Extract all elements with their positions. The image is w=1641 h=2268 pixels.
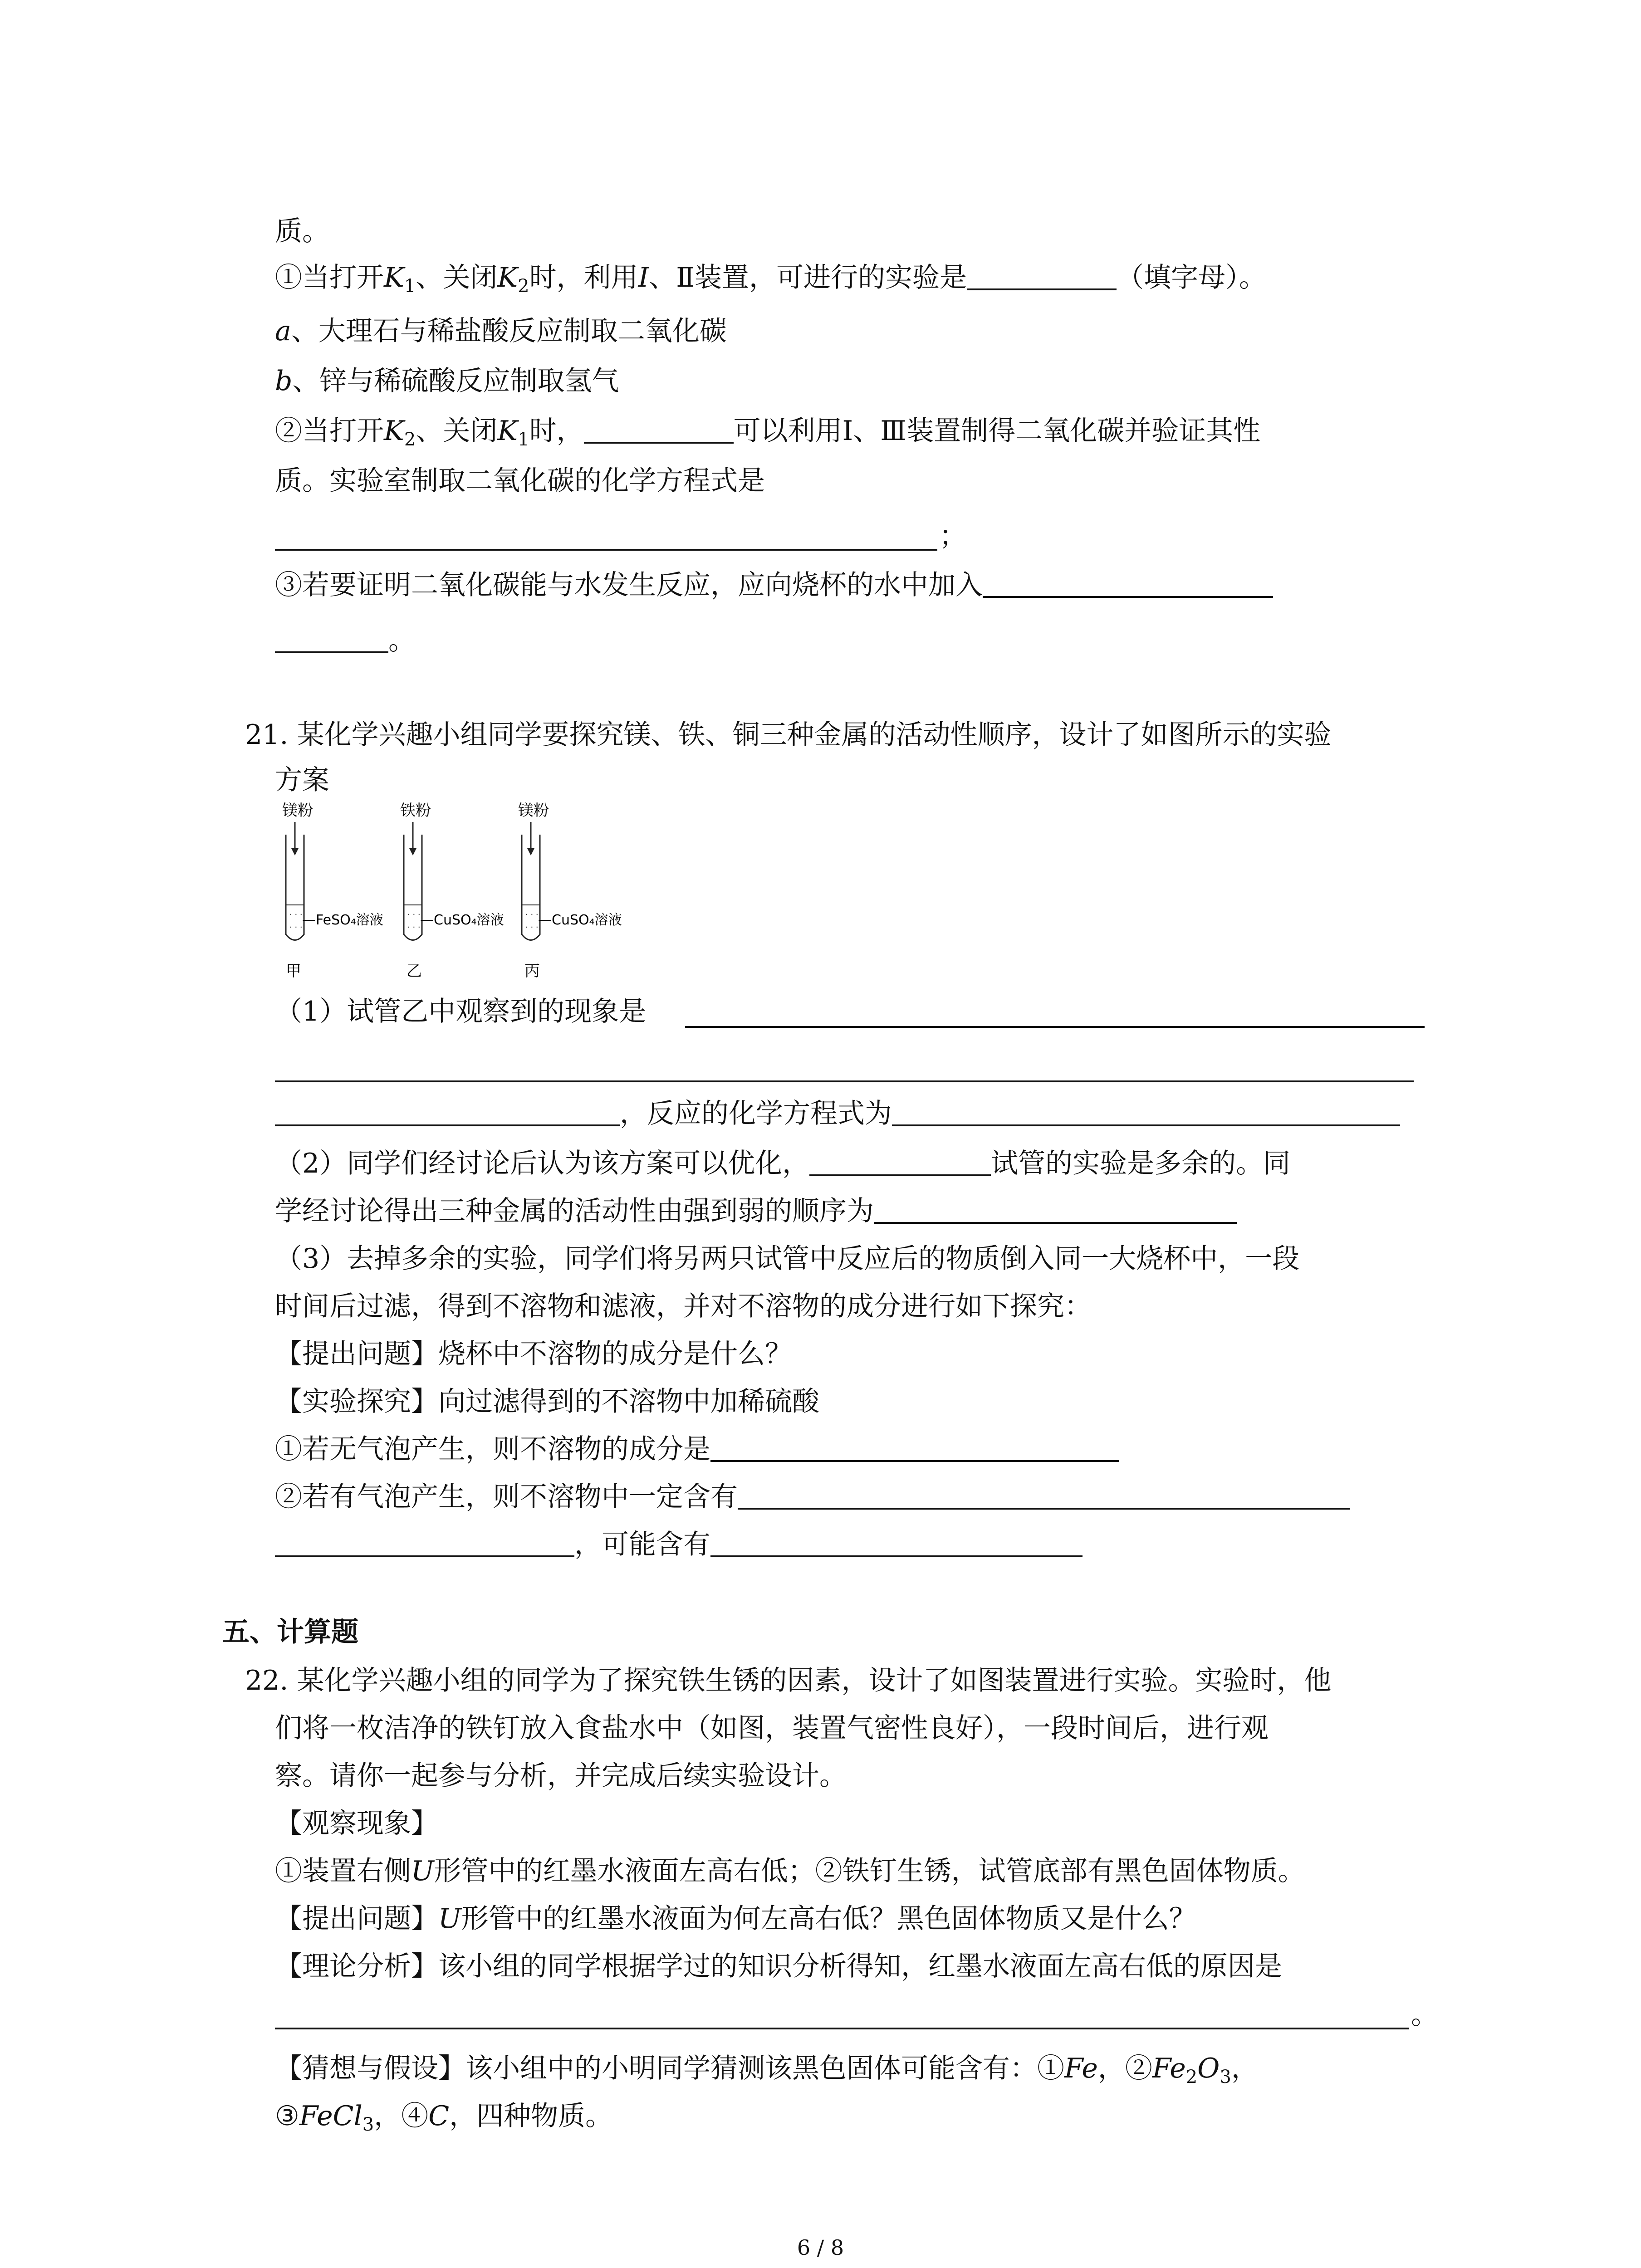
tube-bing bbox=[518, 802, 622, 980]
answer-blank[interactable] bbox=[275, 549, 937, 551]
q22-analysis-line: 【理论分析】该小组的同学根据学过的知识分析得知，红墨水液面左高右低的原因是 bbox=[275, 1950, 1282, 1982]
metal-label: 镁粉 bbox=[282, 802, 313, 820]
q21-question-line: 【提出问题】烧杯中不溶物的成分是什么？ bbox=[275, 1338, 792, 1370]
q21-may-contain-line: ，可能含有 bbox=[275, 1526, 1083, 1563]
answer-blank[interactable] bbox=[874, 1195, 1237, 1224]
q22-hypothesis-line-2: ③FeCl$_3$，④C，四种物质。 bbox=[275, 2100, 613, 2135]
q20-line-6: 质。实验室制取二氧化碳的化学方程式是 bbox=[275, 465, 765, 497]
svg-text:· · ·: · · · bbox=[407, 910, 421, 919]
svg-text:· · ·: · · · bbox=[289, 910, 303, 919]
q20-line-7: ； bbox=[939, 520, 966, 552]
section-heading: 五、计算题 bbox=[222, 1616, 358, 1648]
solution-label: —FeSO₄溶液 bbox=[302, 912, 383, 928]
answer-blank[interactable] bbox=[275, 1097, 620, 1126]
svg-text:· · ·: · · · bbox=[525, 923, 539, 932]
q21-bubbles-line: ②若有气泡产生，则不溶物中一定含有 bbox=[275, 1479, 1350, 1515]
metal-label: 铁粉 bbox=[400, 802, 431, 820]
test-tube-figure bbox=[272, 798, 671, 984]
q21-line-2: 方案 bbox=[275, 764, 329, 796]
answer-blank[interactable] bbox=[983, 569, 1273, 598]
tube-yi bbox=[400, 802, 504, 980]
answer-blank[interactable] bbox=[275, 2028, 1409, 2029]
q20-line-9: 。 bbox=[275, 622, 416, 659]
q22-line-3: 察。请你一起参与分析，并完成后续实验设计。 bbox=[275, 1760, 847, 1792]
page-number: 6 / 8 bbox=[797, 2235, 844, 2260]
answer-blank[interactable] bbox=[738, 1481, 1350, 1510]
solution-label: —CuSO₄溶液 bbox=[420, 912, 504, 928]
q20-line-8: ③若要证明二氧化碳能与水发生反应，应向烧杯的水中加入 bbox=[275, 567, 1273, 603]
tube-label-jia: 甲 bbox=[286, 962, 301, 980]
answer-blank[interactable] bbox=[967, 261, 1117, 290]
q20-line-5: ②当打开$K_2$、关闭$K_1$时， 可以利用Ⅰ、Ⅲ装置制得二氧化碳并验证其性 bbox=[275, 415, 1261, 450]
answer-blank[interactable] bbox=[892, 1097, 1400, 1126]
answer-blank[interactable] bbox=[275, 624, 388, 653]
q22-observe-heading: 【观察现象】 bbox=[275, 1808, 438, 1839]
q22-line-2: 们将一枚洁净的铁钉放入食盐水中（如图，装置气密性良好），一段时间后，进行观 bbox=[275, 1712, 1269, 1744]
q22-analysis-end: 。 bbox=[1411, 1999, 1438, 2031]
q22-line-1: 22. 某化学兴趣小组的同学为了探究铁生锈的因素，设计了如图装置进行实验。实验时，他 bbox=[245, 1665, 1332, 1696]
answer-blank[interactable] bbox=[685, 1026, 1425, 1028]
answer-blank[interactable] bbox=[710, 1433, 1119, 1462]
answer-blank[interactable] bbox=[584, 415, 734, 444]
answer-blank[interactable] bbox=[275, 1080, 1414, 1082]
tube-label-bing: 丙 bbox=[524, 962, 540, 980]
q21-no-bubbles-line: ①若无气泡产生，则不溶物的成分是 bbox=[275, 1431, 1119, 1467]
answer-blank[interactable] bbox=[275, 1528, 574, 1557]
answer-blank[interactable] bbox=[809, 1147, 991, 1176]
q20-line-3: a、大理石与稀盐酸反应制取二氧化碳 bbox=[275, 315, 727, 347]
answer-blank[interactable] bbox=[710, 1528, 1083, 1557]
q21-part3-line-2: 时间后过滤，得到不溶物和滤液，并对不溶物的成分进行如下探究： bbox=[275, 1290, 1092, 1322]
q21-part1-line-2: ，反应的化学方程式为 bbox=[275, 1095, 1400, 1132]
q21-part3-line-1: （3）去掉多余的实验，同学们将另两只试管中反应后的物质倒入同一大烧杯中，一段 bbox=[275, 1243, 1300, 1275]
q22-hypothesis-line: 【猜想与假设】该小组中的小明同学猜测该黑色固体可能含有：①Fe，$②Fe_2O_3$， bbox=[275, 2053, 1259, 2087]
q20-line-2: ①当打开$K_1$、关闭$K_2$时，利用I、Ⅱ装置，可进行的实验是 （填字母）。 bbox=[275, 262, 1267, 297]
q21-part2-line-2: 学经讨论得出三种金属的活动性由强到弱的顺序为 bbox=[275, 1193, 1237, 1229]
tube-label-yi: 乙 bbox=[407, 962, 422, 980]
q21-experiment-line: 【实验探究】向过滤得到的不溶物中加稀硫酸 bbox=[275, 1386, 819, 1418]
q21-line-1: 21. 某化学兴趣小组同学要探究镁、铁、铜三种金属的活动性顺序，设计了如图所示的实验 bbox=[245, 719, 1332, 751]
tube-jia bbox=[282, 802, 383, 980]
q21-part1-line-1: （1）试管乙中观察到的现象是 bbox=[275, 996, 647, 1027]
svg-text:· · ·: · · · bbox=[407, 923, 421, 932]
svg-text:· · ·: · · · bbox=[289, 923, 303, 932]
q20-line-4: b、锌与稀硫酸反应制取氢气 bbox=[275, 365, 619, 397]
q21-part2-line-1: （2）同学们经讨论后认为该方案可以优化， 试管的实验是多余的。同 bbox=[275, 1148, 1291, 1179]
q22-observe-line: ①装置右侧U形管中的红墨水液面左高右低；②铁钉生锈，试管底部有黑色固体物质。 bbox=[275, 1855, 1305, 1887]
solution-label: —CuSO₄溶液 bbox=[538, 912, 622, 928]
metal-label: 镁粉 bbox=[518, 802, 549, 820]
q20-line-1: 质。 bbox=[275, 215, 329, 247]
q22-question-line: 【提出问题】U形管中的红墨水液面为何左高右低？黑色固体物质又是什么？ bbox=[275, 1903, 1196, 1935]
svg-text:· · ·: · · · bbox=[525, 910, 539, 919]
